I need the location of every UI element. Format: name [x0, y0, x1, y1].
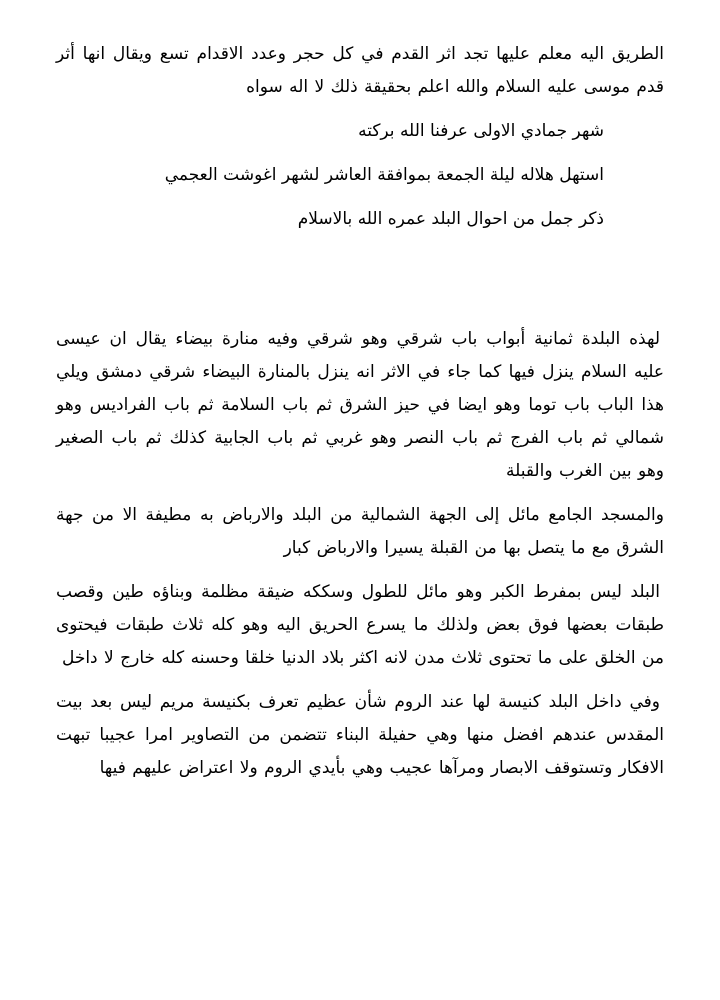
paragraph-gates: لهذه البلدة ثمانية أبواب باب شرقي وهو شرقي وفيه منارة بيضاء يقال ان عيسى عليه السلام ينزل فيها كما جاء في الاثر انه ينزل بالمنارة البيضاء شرقي دمشق ويلي هذا الباب باب توما وهو ايضا في حيز الشرق ثم باب السلامة ثم باب الفراديس وهو شمالي ثم باب الفرج ثم باب النصر وهو غربي ثم باب الجابية كذلك ثم باب الصغير وهو بين الغرب والقبلة — [56, 329, 664, 481]
paragraph-footprint: الطريق اليه معلم عليها تجد اثر القدم في كل حجر وعدد الاقدام تسع ويقال انها أثر قدم موسى عليه السلام والله اعلم بحقيقة ذلك لا اله سواه — [56, 44, 664, 97]
blank-gap — [56, 247, 664, 323]
paragraph-city: البلد ليس بمفرط الكبر وهو مائل للطول وسككه ضيقة مظلمة وبناؤه طين وقصب طبقات بعضها فوق بعض ولذلك ما يسرع الحريق اليه وهو كله ثلاث طبقات فيحتوى من الخلق على ما تحتوى ثلاث مدن لانه اكثر بلاد الدنيا خلقا وحسنه كله خارج لا داخل — [56, 582, 664, 668]
heading-jumada: شهر جمادي الاولى عرفنا الله بركته — [358, 121, 604, 141]
paragraph-mosque: والمسجد الجامع مائل إلى الجهة الشمالية من البلد والارباض به مطيفة الا من جهة الشرق مع ما يتصل بها من القبلة يسيرا والارباض كبار — [56, 505, 664, 558]
line-crescent: استهل هلاله ليلة الجمعة بموافقة العاشر لشهر اغوشت العجمي — [164, 165, 604, 185]
heading-city-conditions: ذكر جمل من احوال البلد عمره الله بالاسلام — [297, 209, 604, 229]
paragraph-church: وفي داخل البلد كنيسة لها عند الروم شأن عظيم تعرف بكنيسة مريم ليس بعد بيت المقدس عندهم افضل منها وهي حفيلة البناء تتضمن من التصاوير امرا عجيبا تبهت الافكار وتستوقف الابصار ومرآها عجيب وهي بأيدي الروم ولا اعتراض عليهم فيها — [56, 692, 664, 778]
